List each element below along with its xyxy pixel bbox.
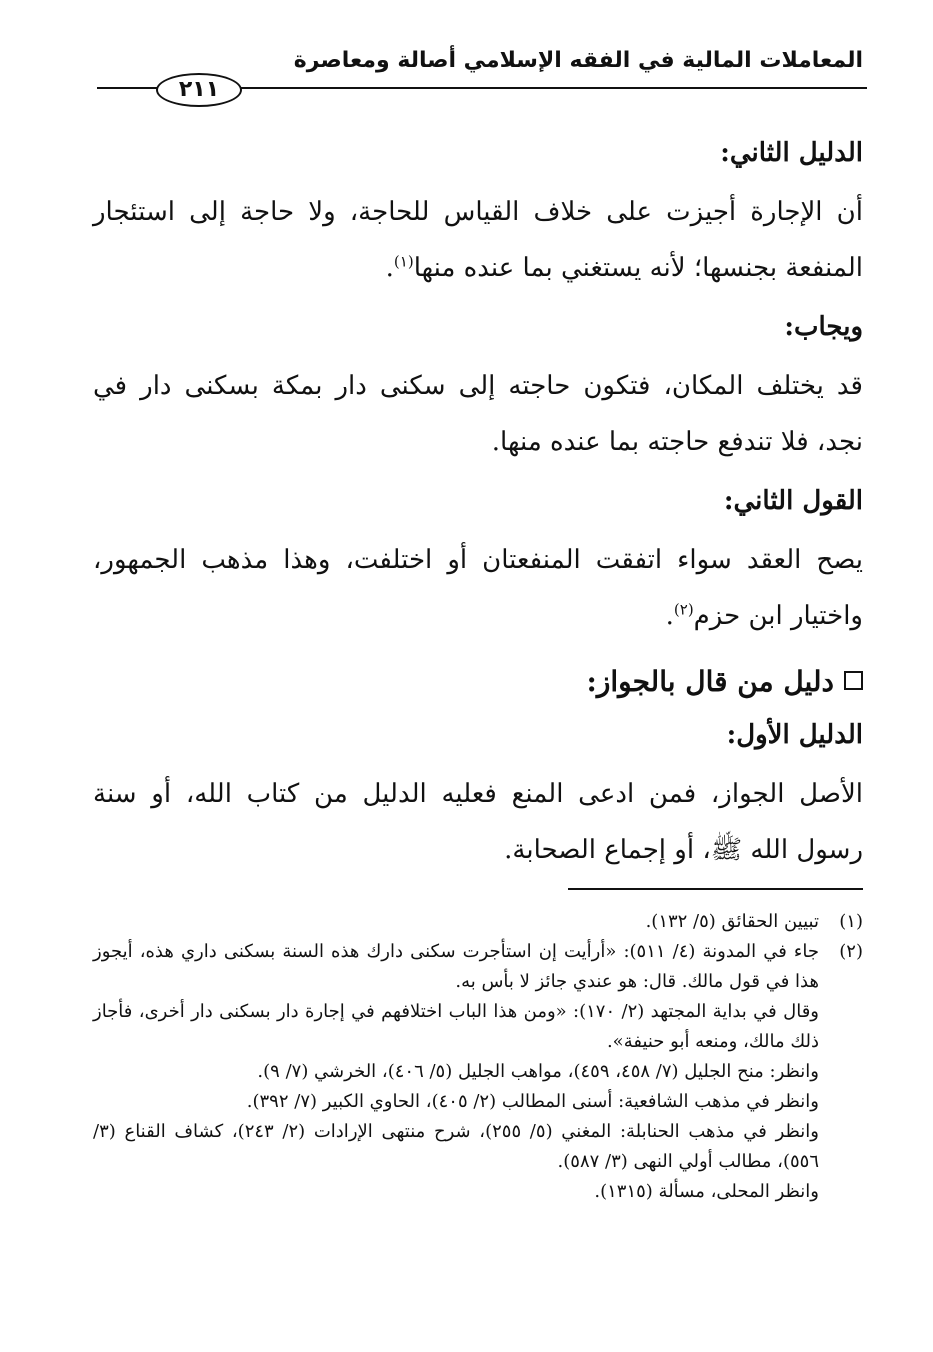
heading-second-evidence: الدليل الثاني: [720,138,863,168]
section-heading-permissibility [93,660,863,704]
paragraph-text: يصح العقد سواء اتفقت المنفعتان أو اختلفت، وهذا مذهب الجمهور، واختيار ابن حزم [93,545,863,631]
paragraph-text: أن الإجارة أجيزت على خلاف القياس للحاجة، ولا حاجة إلى استئجار المنفعة بجنسها؛ لأنه يستغني بما عنده منها [93,197,863,283]
paragraph-second-evidence [93,184,863,296]
heading-reply: ويجاب: [784,312,863,342]
footnote-2 [93,937,863,997]
footnote-text: جاء في المدونة (٤/ ٥١١): «أرأيت إن استأجرت سكنى دارك هذه السنة بسكنى داري هذه، أيجوز هذا في قول مالك. قال: هو عندي جائز لا بأس به. [93,941,819,992]
footnote-2-line: وقال في بداية المجتهد (٢/ ١٧٠): «ومن هذا الباب اختلافهم في إجارة دار بسكنى دار أخرى، فأجاز ذلك مالك، ومنعه أبو حنيفة». [93,1001,819,1052]
page-number: ٢١١ [156,73,242,107]
running-title: المعاملات المالية في الفقه الإسلامي أصالة ومعاصرة [293,48,863,73]
footnote-1 [93,907,863,937]
heading-second-opinion: القول الثاني: [723,486,863,516]
paragraph-end: . [385,253,394,283]
main-text [93,132,863,878]
paragraph-first-evidence: الأصل الجواز، فمن ادعى المنع فعليه الدليل من كتاب الله، أو سنة رسول الله ﷺ، أو إجماع الصحابة. [93,779,864,865]
footnote-2-line: وانظر المحلى، مسألة (١٣١٥). [594,1181,819,1202]
paragraph-second-opinion [93,532,863,644]
heading-first-evidence: الدليل الأول: [726,720,863,750]
footnote-ref-1[interactable]: (١) [393,252,414,271]
footnote-number: (٢) [839,941,863,962]
footnote-text: تبيين الحقائق (٥/ ١٣٢). [645,911,819,932]
paragraph-end: . [665,601,674,631]
footnote-ref-2[interactable]: (٢) [673,600,694,619]
footnote-number: (١) [839,911,863,932]
footnote-2-line: وانظر: منح الجليل (٧/ ٤٥٨، ٤٥٩)، مواهب الجليل (٥/ ٤٠٦)، الخرشي (٧/ ٩). [257,1061,819,1082]
footnote-2-line: وانظر في مذهب الحنابلة: المغني (٥/ ٢٥٥)، شرح منتهى الإرادات (٢/ ٢٤٣)، كشاف القناع (٣/ ٥٥٦)، مطالب أولي النهى (٣/ ٥٨٧). [93,1121,819,1172]
footnotes [93,907,863,1207]
checkbox-icon [844,671,863,690]
footnote-2-line: وانظر في مذهب الشافعية: أسنى المطالب (٢/ ٤٠٥)، الحاوي الكبير (٧/ ٣٩٢). [246,1091,819,1112]
paragraph-reply: قد يختلف المكان، فتكون حاجته إلى سكنى دار بمكة بسكنى دار في نجد، فلا تندفع حاجته بما عنده منها. [93,371,863,457]
section-heading-label: دليل من قال بالجواز: [586,665,834,698]
footnote-rule [568,888,863,890]
